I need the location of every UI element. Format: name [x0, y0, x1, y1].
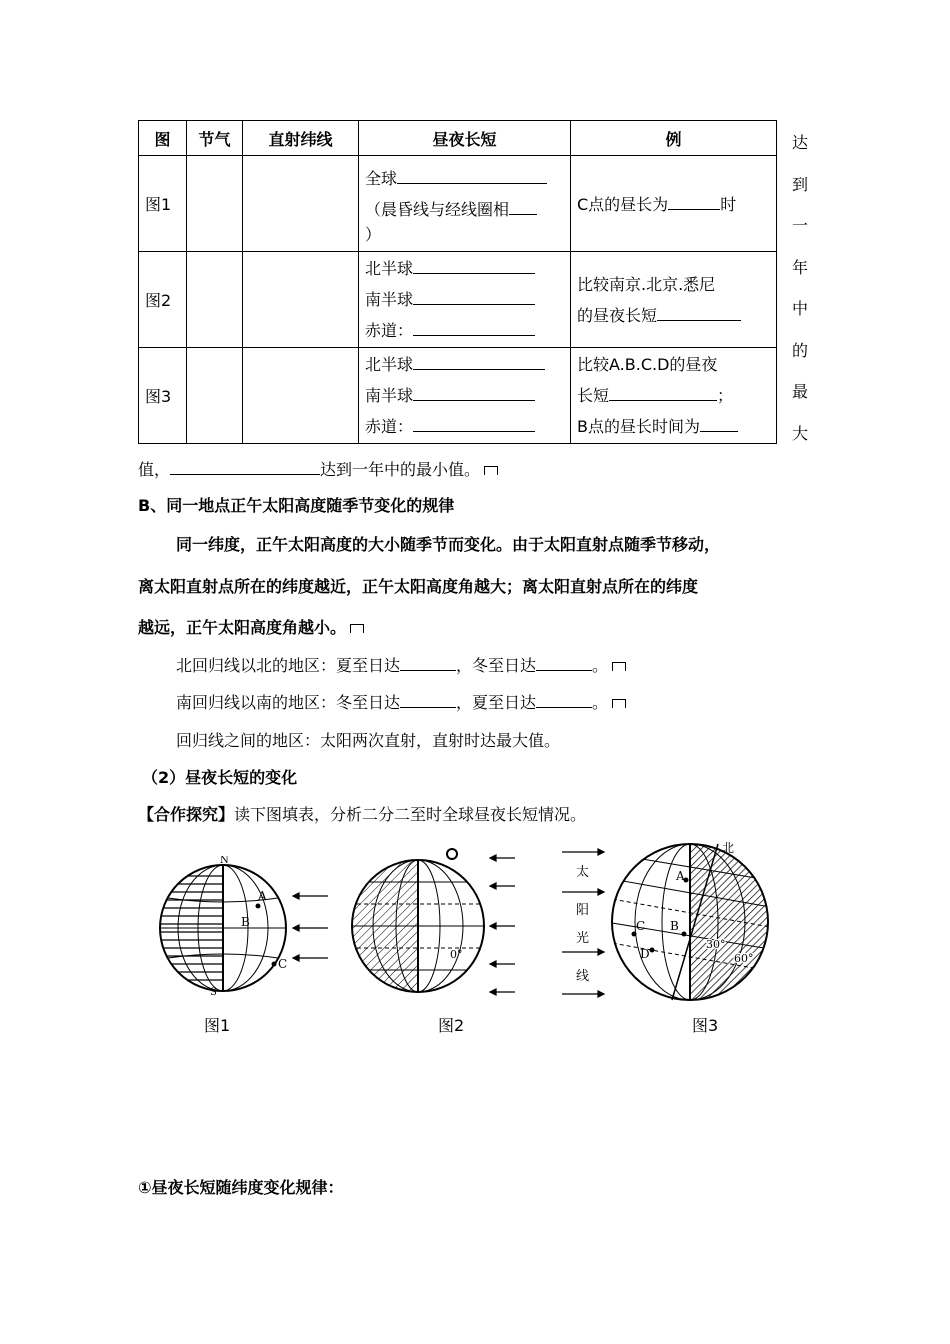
paragraph-line-2: 离太阳直射点所在的纬度越近，正午太阳高度角越大；离太阳直射点所在的纬度: [138, 577, 699, 596]
fig3-sun-4: 线: [576, 969, 590, 984]
table-row: [139, 252, 777, 348]
fig3-sun-1: 太: [576, 865, 590, 880]
fig3-label-north: 北: [722, 841, 735, 855]
header-fig: 图: [139, 121, 187, 156]
fig3-label-60: 60°: [734, 952, 754, 965]
cell-fig: 图2: [139, 252, 187, 348]
paragraph-mark-icon: [350, 624, 364, 633]
cell-example: 比较南京.北京.悉尼 的昼夜长短: [571, 252, 777, 348]
south-line: 南回归线以南的地区：冬至日达 ，夏至日达 。: [176, 690, 626, 713]
table-row: [139, 348, 777, 444]
fig3-label-b: B: [670, 919, 679, 933]
cell-latitude-blank: [243, 252, 359, 348]
fig3-sun-3: 光: [576, 931, 590, 946]
fig2-caption: 图2: [438, 1016, 465, 1035]
header-latitude: 直射纬线: [243, 121, 359, 156]
rule-heading: ①昼夜长短随纬度变化规律：: [138, 1178, 344, 1197]
fig1-label-s: S: [210, 987, 217, 996]
cell-term-blank: [187, 252, 243, 348]
cell-term-blank: [187, 348, 243, 444]
figure-2-globe: [350, 846, 515, 1006]
cell-term-blank: [187, 156, 243, 252]
heading-2: （2）昼夜长短的变化: [142, 768, 298, 787]
table-row: [139, 156, 777, 252]
cell-fig: 图3: [139, 348, 187, 444]
line-min-value: 值， 达到一年中的最小值。: [138, 457, 498, 480]
paragraph-mark-icon: [612, 699, 626, 708]
cell-daynight: 北半球 南半球 赤道：: [359, 348, 571, 444]
cell-daynight: 全球 （晨昏线与经线圈相 ）: [359, 156, 571, 252]
paragraph-line-1: 同一纬度，正午太阳高度的大小随季节而变化。由于太阳直射点随季节移动，: [176, 535, 721, 554]
north-line: 北回归线以北的地区：夏至日达 ，冬至日达 。: [176, 653, 626, 676]
paragraph-mark-icon: [612, 662, 626, 671]
solar-term-table: [138, 120, 777, 444]
cell-fig: 图1: [139, 156, 187, 252]
fig1-caption: 图1: [204, 1016, 231, 1035]
heading-b: B、同一地点正午太阳高度随季节变化的规律: [138, 496, 455, 515]
between-line: 回归线之间的地区：太阳两次直射，直射时达最大值。: [176, 731, 561, 750]
paragraph-line-3: 越远，正午太阳高度角越小。: [138, 615, 364, 638]
fig3-label-30: 30°: [706, 938, 726, 951]
figure-3-globe: [556, 838, 776, 1006]
fig2-label-equator: 0°: [450, 948, 463, 961]
cell-latitude-blank: [243, 156, 359, 252]
fig3-label-c: C: [636, 919, 646, 933]
fig1-label-n: N: [220, 856, 229, 866]
side-vertical-text: 达 到 一 年 中 的 最 大: [791, 133, 808, 443]
cell-daynight: 北半球 南半球 赤道：: [359, 252, 571, 348]
fig3-label-a: A: [676, 869, 685, 883]
fig1-label-a: A: [258, 889, 267, 903]
fig3-label-d: D: [640, 947, 650, 961]
fig3-caption: 图3: [692, 1016, 719, 1035]
header-example: 例: [571, 121, 777, 156]
cell-example: C点的昼长为 时: [571, 156, 777, 252]
figure-1-globe: [148, 856, 328, 996]
cell-latitude-blank: [243, 348, 359, 444]
header-daynight: 昼夜长短: [359, 121, 571, 156]
cell-example: 比较A.B.C.D的昼夜 长短 ； B点的昼长时间为: [571, 348, 777, 444]
fig3-sun-2: 阳: [576, 903, 590, 918]
fig1-label-c: C: [278, 957, 288, 971]
table-header-row: [139, 121, 777, 156]
paragraph-mark-icon: [484, 466, 498, 475]
fig1-label-b: B: [241, 915, 250, 929]
cooperative-line: 【合作探究】读下图填表，分析二分二至时全球昼夜长短情况。: [138, 805, 587, 824]
header-term: 节气: [187, 121, 243, 156]
